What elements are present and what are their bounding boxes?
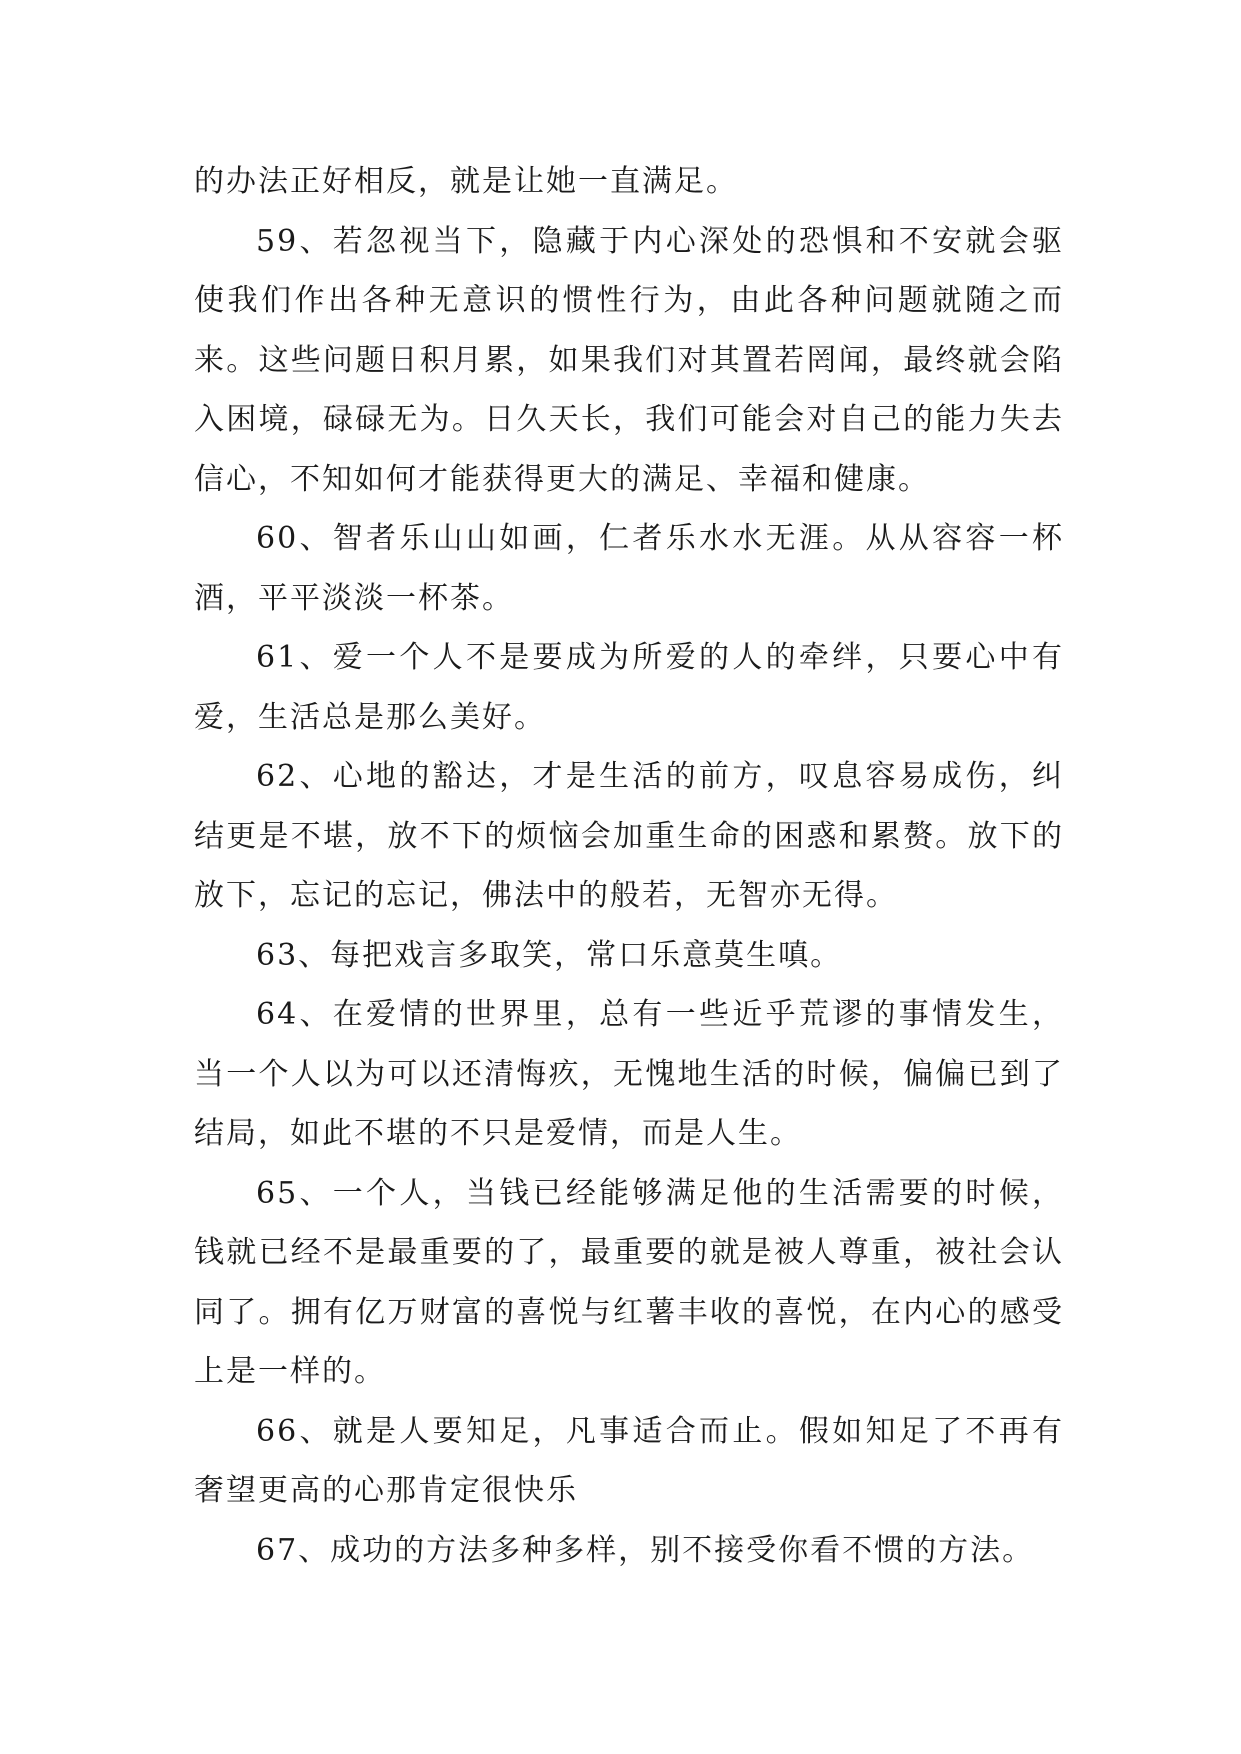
- paragraph-66: 66、就是人要知足，凡事适合而止。假如知足了不再有奢望更高的心那肯定很快乐: [194, 1413, 1064, 1508]
- paragraph-62: 62、心地的豁达，才是生活的前方，叹息容易成伤，纠结更是不堪，放不下的烦恼会加重生命的困惑和累赘。放下的放下，忘记的忘记，佛法中的般若，无智亦无得。: [194, 759, 1064, 913]
- paragraph-65: 65、一个人，当钱已经能够满足他的生活需要的时候，钱就已经不是最重要的了，最重要的就是被人尊重，被社会认同了。拥有亿万财富的喜悦与红薯丰收的喜悦，在内心的感受上是一样的。: [194, 1175, 1064, 1389]
- paragraph-63: 63、每把戏言多取笑，常口乐意莫生嗔。: [256, 937, 843, 973]
- document-body: [194, 152, 1064, 1580]
- paragraph-continuation: 的办法正好相反，就是让她一直满足。: [194, 164, 738, 199]
- paragraph-59: 59、若忽视当下，隐藏于内心深处的恐惧和不安就会驱使我们作出各种无意识的惯性行为，由此各种问题就随之而来。这些问题日积月累，如果我们对其置若罔闻，最终就会陷入困境，碌碌无为。日久天长，我们可能会对自己的能力失去信心，不知如何才能获得更大的满足、幸福和健康。: [194, 223, 1064, 497]
- paragraph-64: 64、在爱情的世界里，总有一些近乎荒谬的事情发生，当一个人以为可以还清悔疚，无愧地生活的时候，偏偏已到了结局，如此不堪的不只是爱情，而是人生。: [194, 997, 1064, 1151]
- paragraph-60: 60、智者乐山山如画，仁者乐水水无涯。从从容容一杯酒，平平淡淡一杯茶。: [194, 521, 1064, 616]
- paragraph-61: 61、爱一个人不是要成为所爱的人的牵绊，只要心中有爱，生活总是那么美好。: [194, 640, 1064, 735]
- paragraph-67: 67、成功的方法多种多样，别不接受你看不惯的方法。: [256, 1532, 1035, 1568]
